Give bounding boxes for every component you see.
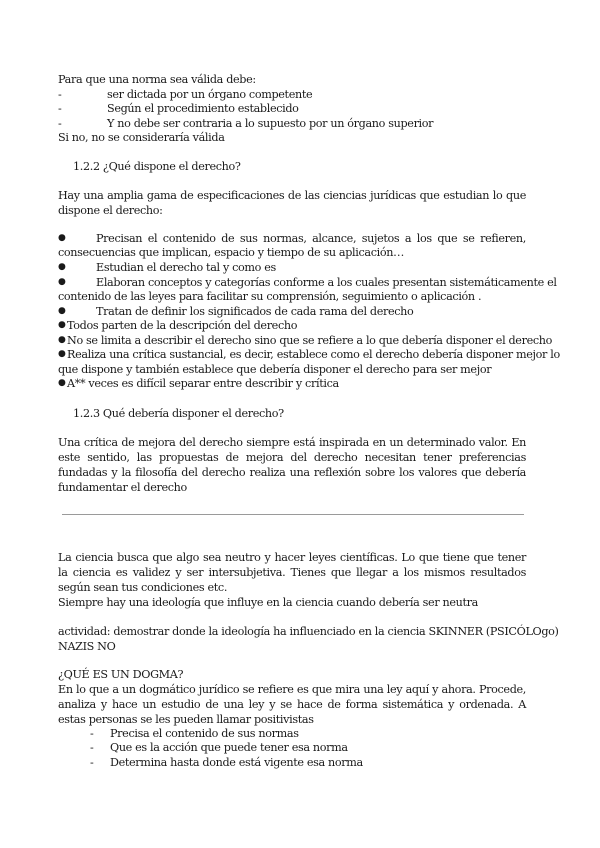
dogma-item: Que es la acción que puede tener esa norma bbox=[110, 741, 348, 754]
section-123-paragraph: Una crítica de mejora del derecho siempre está inspirada en un determinado valor. En este sentido, las propuestas de mejora del derecho necesitan tener preferencias fundadas y la filosofía del derecho realiza una reflexión sobre los valores que debería fundamentar el derecho bbox=[58, 436, 526, 494]
activity-line: actividad: demostrar donde la ideología ha influenciado en la ciencia SKINNER (PSICÓLOgo) bbox=[58, 625, 559, 638]
dogma-item: Precisa el contenido de sus normas bbox=[110, 727, 299, 740]
dash-marker: - bbox=[90, 727, 94, 740]
science-paragraph: La ciencia busca que algo sea neutro y hacer leyes científicas. Lo que tiene que tener la ciencia es validez y ser intersubjetiva. Tienes que llegar a los mismos resultados según sean tus condiciones etc. bbox=[58, 551, 526, 594]
section-heading-123: 1.2.3 Qué debería disponer el derecho? bbox=[73, 407, 284, 420]
validity-intro: Para que una norma sea válida debe: bbox=[58, 73, 256, 86]
activity-line: NAZIS NO bbox=[58, 640, 116, 653]
bullet-item-continuation: consecuencias que implican, espacio y tiempo de su aplicación… bbox=[58, 246, 404, 259]
validity-item: ser dictada por un órgano competente bbox=[107, 88, 313, 101]
horizontal-divider bbox=[62, 514, 524, 515]
dash-marker: - bbox=[90, 756, 94, 769]
bullet-marker: ● bbox=[58, 320, 66, 330]
dogma-heading: ¿QUÉ ES UN DOGMA? bbox=[58, 668, 184, 681]
bullet-item: Estudian el derecho tal y como es bbox=[96, 261, 276, 274]
dash-marker: - bbox=[58, 117, 62, 130]
bullet-item: Precisan el contenido de sus normas, alcance, sujetos a los que se refieren, bbox=[96, 232, 526, 245]
bullet-item: No se limita a describir el derecho sino que se refiere a lo que debería disponer el derecho bbox=[67, 334, 553, 347]
bullet-item: Tratan de definir los significados de cada rama del derecho bbox=[96, 305, 414, 318]
dogma-paragraph: En lo que a un dogmático jurídico se refiere es que mira una ley aquí y ahora. Procede, analiza y hace un estudio de una ley y se hace de forma sistemática y ordenada. A estas personas se les pueden llamar positivistas bbox=[58, 683, 526, 726]
bullet-item: Todos parten de la descripción del derecho bbox=[67, 319, 298, 332]
dash-marker: - bbox=[58, 88, 62, 101]
bullet-marker: ● bbox=[58, 335, 66, 345]
bullet-item: Realiza una crítica sustancial, es decir, establece como el derecho debería disponer mejor lo bbox=[67, 348, 560, 361]
bullet-marker: ● bbox=[58, 378, 66, 388]
dash-marker: - bbox=[90, 741, 94, 754]
validity-conclusion: Si no, no se consideraría válida bbox=[58, 131, 225, 144]
validity-item: Según el procedimiento establecido bbox=[107, 102, 299, 115]
science-ideology-paragraph: Siempre hay una ideología que influye en la ciencia cuando debería ser neutra bbox=[58, 596, 478, 609]
bullet-item: Elaboran conceptos y categorías conforme a los cuales presentan sistemáticamente el bbox=[96, 276, 557, 289]
dogma-item: Determina hasta donde está vigente esa norma bbox=[110, 756, 363, 769]
dash-marker: - bbox=[58, 102, 62, 115]
bullet-marker: ● bbox=[58, 277, 66, 287]
validity-item: Y no debe ser contraria a lo supuesto por un órgano superior bbox=[107, 117, 434, 130]
bullet-item-continuation: contenido de las leyes para facilitar su comprensión, seguimiento o aplicación . bbox=[58, 290, 482, 303]
bullet-item: A** veces es difícil separar entre describir y crítica bbox=[67, 377, 339, 390]
bullet-item-continuation: que dispone y también establece que debería disponer el derecho para ser mejor bbox=[58, 363, 492, 376]
bullet-marker: ● bbox=[58, 262, 66, 272]
bullet-marker: ● bbox=[58, 233, 66, 243]
bullet-marker: ● bbox=[58, 349, 66, 359]
bullet-marker: ● bbox=[58, 306, 66, 316]
section-122-paragraph: Hay una amplia gama de especificaciones de las ciencias jurídicas que estudian lo que dispone el derecho: bbox=[58, 189, 526, 217]
section-heading-122: 1.2.2 ¿Qué dispone el derecho? bbox=[73, 160, 241, 173]
